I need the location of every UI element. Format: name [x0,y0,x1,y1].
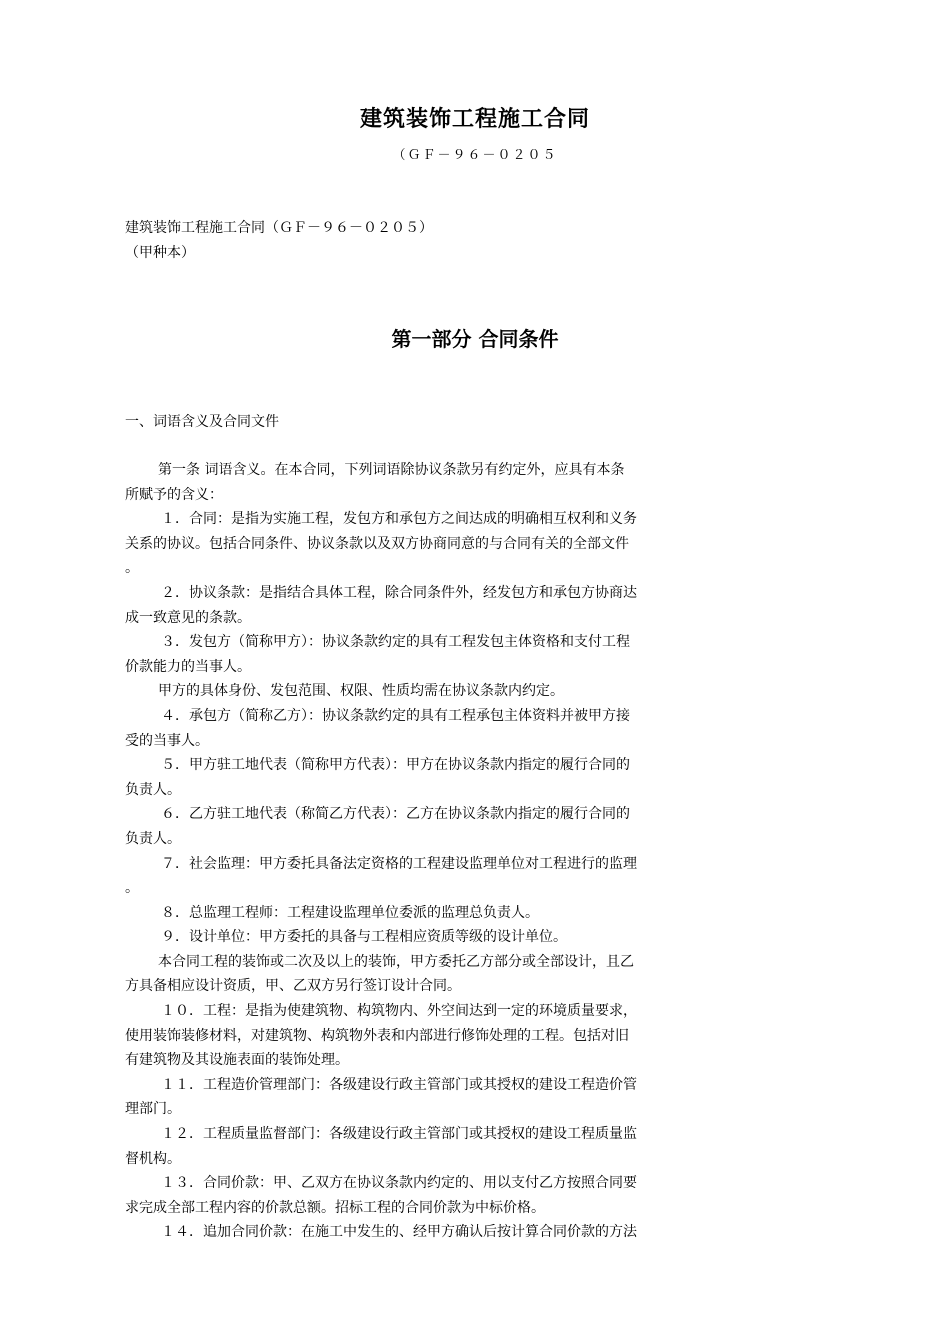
text-line: 。 [125,880,139,897]
text-line: ３．发包方（简称甲方）：协议条款约定的具有工程发包主体资格和支付工程 [161,634,630,651]
text-line: 负责人。 [125,830,181,847]
contract-code: （ＧＦ－９６－０２０５ [392,148,558,163]
text-line: 理部门。 [125,1101,181,1118]
text-line: １３．合同价款：甲、乙双方在协议条款内约定的、用以支付乙方按照合同要 [161,1175,637,1192]
text-line: 本合同工程的装饰或二次及以上的装饰，甲方委托乙方部分或全部设计，且乙 [158,953,634,970]
text-line: ４．承包方（简称乙方）：协议条款约定的具有工程承包主体资料并被甲方接 [161,707,630,724]
text-line: 有建筑物及其设施表面的装饰处理。 [125,1052,349,1069]
text-line: 成一致意见的条款。 [125,609,251,626]
document-subtitle: 建筑装饰工程施工合同（ＧＦ－９６－０２０５） [125,220,433,236]
text-line: １０．工程：是指为使建筑物、构筑物内、外空间达到一定的环境质量要求， [161,1003,637,1020]
text-line: １２．工程质量监督部门：各级建设行政主管部门或其授权的建设工程质量监 [161,1126,637,1143]
text-line: 求完成全部工程内容的价款总额。招标工程的合同价款为中标价格。 [125,1199,545,1216]
text-line: １．合同：是指为实施工程，发包方和承包方之间达成的明确相互权利和义务 [161,511,637,528]
text-line: ５．甲方驻工地代表（简称甲方代表）：甲方在协议条款内指定的履行合同的 [161,757,630,774]
text-line: 受的当事人。 [125,732,209,749]
part-title: 第一部分 合同条件 [391,327,559,351]
text-line: 价款能力的当事人。 [125,658,251,675]
text-line: 使用装饰装修材料，对建筑物、构筑物外表和内部进行修饰处理的工程。包括对旧 [125,1027,629,1044]
text-line: 督机构。 [125,1150,181,1167]
section-heading: 一、词语含义及合同文件 [125,414,279,430]
text-line: ２．协议条款：是指结合具体工程，除合同条件外，经发包方和承包方协商达 [161,584,637,601]
body-text [125,458,705,1245]
text-line: 负责人。 [125,781,181,798]
text-line: 第一条 词语含义。在本合同，下列词语除协议条款另有约定外，应具有本条 [158,462,625,478]
text-line: 方具备相应设计资质，甲、乙双方另行签订设计合同。 [125,978,461,995]
text-line: １４．追加合同价款：在施工中发生的、经甲方确认后按计算合同价款的方法 [161,1224,637,1241]
text-line: ９．设计单位：甲方委托的具备与工程相应资质等级的设计单位。 [161,929,567,946]
text-line: １１．工程造价管理部门：各级建设行政主管部门或其授权的建设工程造价管 [161,1076,637,1093]
document-title: 建筑装饰工程施工合同 [359,106,590,132]
text-line: ６．乙方驻工地代表（称简乙方代表）：乙方在协议条款内指定的履行合同的 [161,806,630,823]
text-line: ７．社会监理：甲方委托具备法定资格的工程建设监理单位对工程进行的监理 [161,855,637,872]
text-line: 所赋予的含义： [125,486,223,503]
text-line: 关系的协议。包括合同条件、协议条款以及双方协商同意的与合同有关的全部文件 [125,535,629,552]
text-line: ８．总监理工程师：工程建设监理单位委派的监理总负责人。 [161,904,539,921]
text-line: 甲方的具体身份、发包范围、权限、性质均需在协议条款内约定。 [158,683,564,700]
edition-label: （甲种本） [125,245,195,261]
text-line: 。 [125,560,139,577]
